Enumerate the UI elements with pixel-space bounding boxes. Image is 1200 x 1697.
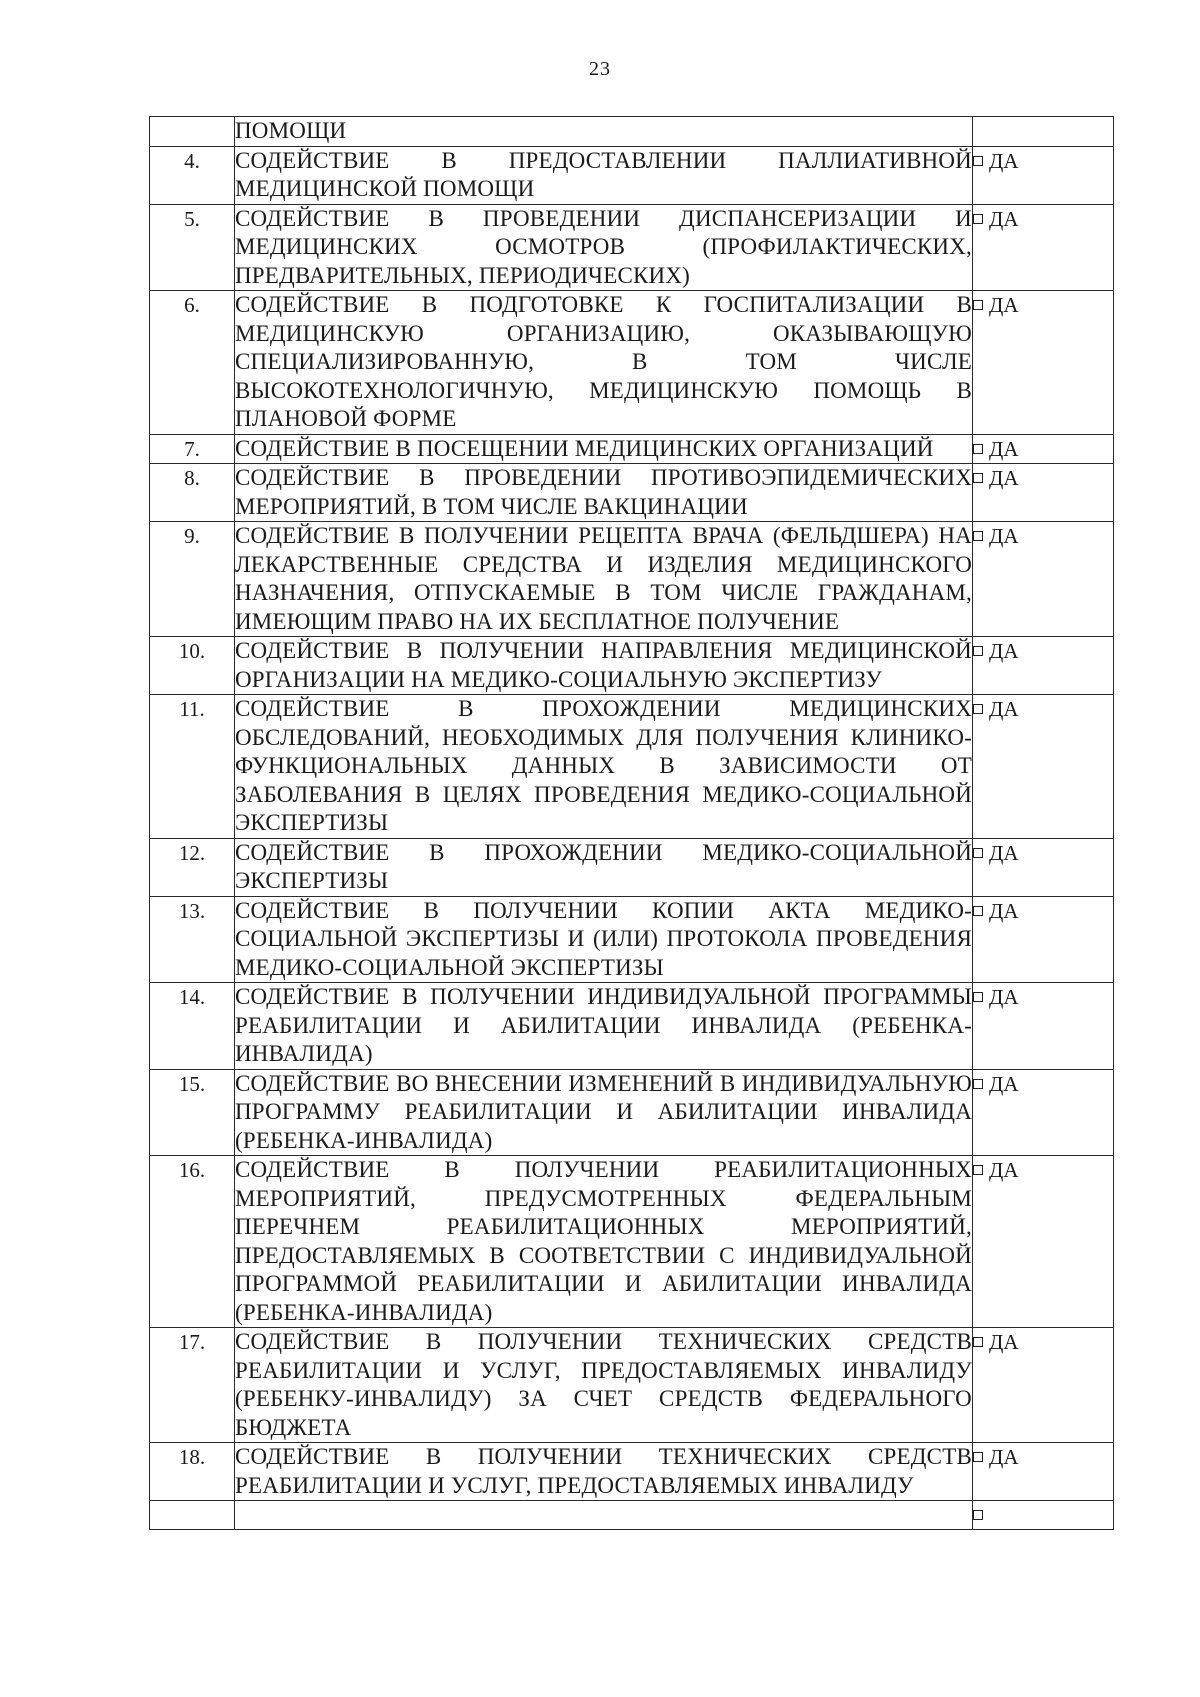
row-check-cell[interactable]	[973, 464, 1114, 522]
row-number: 13.	[150, 896, 235, 983]
table-row	[150, 1443, 1114, 1501]
row-number: 18.	[150, 1443, 235, 1501]
checkbox-icon[interactable]	[973, 531, 983, 541]
row-number: 4.	[150, 146, 235, 204]
row-check-cell[interactable]	[973, 637, 1114, 695]
row-check-cell[interactable]	[973, 1443, 1114, 1501]
row-text: СОДЕЙСТВИЕ В ПРОВЕДЕНИИ ПРОТИВОЭПИДЕМИЧЕСКИХ МЕРОПРИЯТИЙ, В ТОМ ЧИСЛЕ ВАКЦИНАЦИИ	[235, 464, 973, 522]
row-check-cell[interactable]	[973, 695, 1114, 839]
row-text: СОДЕЙСТВИЕ В ПОЛУЧЕНИИ НАПРАВЛЕНИЯ МЕДИЦИНСКОЙ ОРГАНИЗАЦИИ НА МЕДИКО-СОЦИАЛЬНУЮ ЭКСПЕРТИЗУ	[235, 637, 973, 695]
row-text: ПОМОЩИ	[235, 117, 973, 147]
row-check-cell[interactable]	[973, 522, 1114, 637]
row-check-cell[interactable]	[973, 1156, 1114, 1328]
checkbox-label: ДА	[989, 206, 1019, 231]
checkbox-icon[interactable]	[973, 300, 983, 310]
checkbox-label: ДА	[989, 840, 1019, 865]
checkbox-icon[interactable]	[973, 646, 983, 656]
checkbox-label: ДА	[989, 898, 1019, 923]
row-text: СОДЕЙСТВИЕ В ПОЛУЧЕНИИ РЕЦЕПТА ВРАЧА (ФЕЛЬДШЕРА) НА ЛЕКАРСТВЕННЫЕ СРЕДСТВА И ИЗДЕЛИЯ МЕДИЦИНСКОГО НАЗНАЧЕНИЯ, ОТПУСКАЕМЫЕ В ТОМ ЧИСЛЕ ГРАЖДАНАМ, ИМЕЮЩИМ ПРАВО НА ИХ БЕСПЛАТНОЕ ПОЛУЧЕНИЕ	[235, 522, 973, 637]
checkbox-label: ДА	[989, 436, 1019, 461]
table-row	[150, 146, 1114, 204]
checkbox-icon[interactable]	[973, 1337, 983, 1347]
table-row	[150, 695, 1114, 839]
table-row	[150, 637, 1114, 695]
checkbox-icon[interactable]	[973, 848, 983, 858]
row-text: СОДЕЙСТВИЕ В ПОЛУЧЕНИИ РЕАБИЛИТАЦИОННЫХ МЕРОПРИЯТИЙ, ПРЕДУСМОТРЕННЫХ ФЕДЕРАЛЬНЫМ ПЕРЕЧНЕМ РЕАБИЛИТАЦИОННЫХ МЕРОПРИЯТИЙ, ПРЕДОСТАВЛЯЕМЫХ В СООТВЕТСТВИИ С ИНДИВИДУАЛЬНОЙ ПРОГРАММОЙ РЕАБИЛИТАЦИИ И АБИЛИТАЦИИ ИНВАЛИДА (РЕБЕНКА-ИНВАЛИДА)	[235, 1156, 973, 1328]
checkbox-icon[interactable]	[973, 992, 983, 1002]
row-check-cell[interactable]	[973, 204, 1114, 291]
checkbox-label: ДА	[989, 466, 1019, 490]
checkbox-icon[interactable]	[973, 156, 983, 166]
row-text: СОДЕЙСТВИЕ ВО ВНЕСЕНИИ ИЗМЕНЕНИЙ В ИНДИВИДУАЛЬНУЮ ПРОГРАММУ РЕАБИЛИТАЦИИ И АБИЛИТАЦИИ ИНВАЛИДА (РЕБЕНКА-ИНВАЛИДА)	[235, 1069, 973, 1156]
table-row	[150, 838, 1114, 896]
row-text: СОДЕЙСТВИЕ В ПОЛУЧЕНИИ ТЕХНИЧЕСКИХ СРЕДСТВ РЕАБИЛИТАЦИИ И УСЛУГ, ПРЕДОСТАВЛЯЕМЫХ ИНВАЛИДУ (РЕБЕНКУ-ИНВАЛИДУ) ЗА СЧЕТ СРЕДСТВ ФЕДЕРАЛЬНОГО БЮДЖЕТА	[235, 1328, 973, 1443]
row-text: СОДЕЙСТВИЕ В ПОЛУЧЕНИИ ТЕХНИЧЕСКИХ СРЕДСТВ РЕАБИЛИТАЦИИ И УСЛУГ, ПРЕДОСТАВЛЯЕМЫХ ИНВАЛИДУ	[235, 1443, 973, 1501]
table-row	[150, 983, 1114, 1070]
checkbox-icon[interactable]	[973, 214, 983, 224]
checkbox-icon[interactable]	[973, 444, 983, 454]
checkbox-label: ДА	[989, 1071, 1019, 1096]
row-check-cell[interactable]	[973, 1069, 1114, 1156]
row-number: 7.	[150, 434, 235, 464]
table-row	[150, 896, 1114, 983]
table-row	[150, 1069, 1114, 1156]
row-number: 14.	[150, 983, 235, 1070]
checkbox-label: ДА	[989, 639, 1019, 663]
row-number: 15.	[150, 1069, 235, 1156]
row-check-cell[interactable]	[973, 146, 1114, 204]
checkbox-icon[interactable]	[973, 1165, 983, 1175]
row-number: 16.	[150, 1156, 235, 1328]
table-row	[150, 204, 1114, 291]
checkbox-label: ДА	[989, 1445, 1019, 1469]
checkbox-label: ДА	[989, 1330, 1019, 1354]
row-check-cell	[973, 117, 1114, 147]
row-check-cell[interactable]	[973, 291, 1114, 435]
row-text: СОДЕЙСТВИЕ В ПРЕДОСТАВЛЕНИИ ПАЛЛИАТИВНОЙ МЕДИЦИНСКОЙ ПОМОЩИ	[235, 146, 973, 204]
table-row	[150, 1328, 1114, 1443]
services-table	[149, 116, 1114, 1530]
row-text: СОДЕЙСТВИЕ В ПОЛУЧЕНИИ КОПИИ АКТА МЕДИКО-СОЦИАЛЬНОЙ ЭКСПЕРТИЗЫ И (ИЛИ) ПРОТОКОЛА ПРОВЕДЕНИЯ МЕДИКО-СОЦИАЛЬНОЙ ЭКСПЕРТИЗЫ	[235, 896, 973, 983]
checkbox-label: ДА	[989, 697, 1019, 721]
row-number: 5.	[150, 204, 235, 291]
checkbox-label: ДА	[989, 985, 1019, 1009]
row-text: СОДЕЙСТВИЕ В ПРОХОЖДЕНИИ МЕДИКО-СОЦИАЛЬНОЙ ЭКСПЕРТИЗЫ	[235, 838, 973, 896]
row-text: СОДЕЙСТВИЕ В ПОДГОТОВКЕ К ГОСПИТАЛИЗАЦИИ В МЕДИЦИНСКУЮ ОРГАНИЗАЦИЮ, ОКАЗЫВАЮЩУЮ СПЕЦИАЛИЗИРОВАННУЮ, В ТОМ ЧИСЛЕ ВЫСОКОТЕХНОЛОГИЧНУЮ, МЕДИЦИНСКУЮ ПОМОЩЬ В ПЛАНОВОЙ ФОРМЕ	[235, 291, 973, 435]
row-check-cell[interactable]	[973, 983, 1114, 1070]
checkbox-icon[interactable]	[973, 1079, 983, 1089]
row-number: 17.	[150, 1328, 235, 1443]
checkbox-label: ДА	[989, 293, 1019, 317]
row-number	[150, 117, 235, 147]
row-text: СОДЕЙСТВИЕ В ПРОВЕДЕНИИ ДИСПАНСЕРИЗАЦИИ И МЕДИЦИНСКИХ ОСМОТРОВ (ПРОФИЛАКТИЧЕСКИХ, ПРЕДВАРИТЕЛЬНЫХ, ПЕРИОДИЧЕСКИХ)	[235, 204, 973, 291]
checkbox-label: ДА	[989, 148, 1019, 173]
checkbox-icon[interactable]	[973, 704, 983, 714]
checkbox-icon[interactable]	[973, 1510, 983, 1520]
row-number: 10.	[150, 637, 235, 695]
table-row	[150, 464, 1114, 522]
table-row	[150, 117, 1114, 147]
row-number: 11.	[150, 695, 235, 839]
checkbox-label: ДА	[989, 524, 1019, 548]
row-text	[235, 1501, 973, 1530]
row-number: 12.	[150, 838, 235, 896]
row-check-cell[interactable]	[973, 1328, 1114, 1443]
table-row	[150, 291, 1114, 435]
row-text: СОДЕЙСТВИЕ В ПОЛУЧЕНИИ ИНДИВИДУАЛЬНОЙ ПРОГРАММЫ РЕАБИЛИТАЦИИ И АБИЛИТАЦИИ ИНВАЛИДА (РЕБЕНКА-ИНВАЛИДА)	[235, 983, 973, 1070]
row-text: СОДЕЙСТВИЕ В ПОСЕЩЕНИИ МЕДИЦИНСКИХ ОРГАНИЗАЦИЙ	[235, 434, 973, 464]
row-check-cell[interactable]	[973, 434, 1114, 464]
row-check-cell[interactable]	[973, 896, 1114, 983]
checkbox-icon[interactable]	[973, 1452, 983, 1462]
row-number: 8.	[150, 464, 235, 522]
checkbox-label: ДА	[989, 1158, 1019, 1182]
table-row	[150, 522, 1114, 637]
row-number: 6.	[150, 291, 235, 435]
row-check-cell[interactable]	[973, 1501, 1114, 1530]
table-row	[150, 1156, 1114, 1328]
checkbox-icon[interactable]	[973, 906, 983, 916]
table-row	[150, 434, 1114, 464]
row-check-cell[interactable]	[973, 838, 1114, 896]
row-text: СОДЕЙСТВИЕ В ПРОХОЖДЕНИИ МЕДИЦИНСКИХ ОБСЛЕДОВАНИЙ, НЕОБХОДИМЫХ ДЛЯ ПОЛУЧЕНИЯ КЛИНИКО-ФУНКЦИОНАЛЬНЫХ ДАННЫХ В ЗАВИСИМОСТИ ОТ ЗАБОЛЕВАНИЯ В ЦЕЛЯХ ПРОВЕДЕНИЯ МЕДИКО-СОЦИАЛЬНОЙ ЭКСПЕРТИЗЫ	[235, 695, 973, 839]
page-number: 23	[589, 58, 611, 80]
table-row	[150, 1501, 1114, 1530]
checkbox-icon[interactable]	[973, 473, 983, 483]
row-number: 9.	[150, 522, 235, 637]
row-number	[150, 1501, 235, 1530]
